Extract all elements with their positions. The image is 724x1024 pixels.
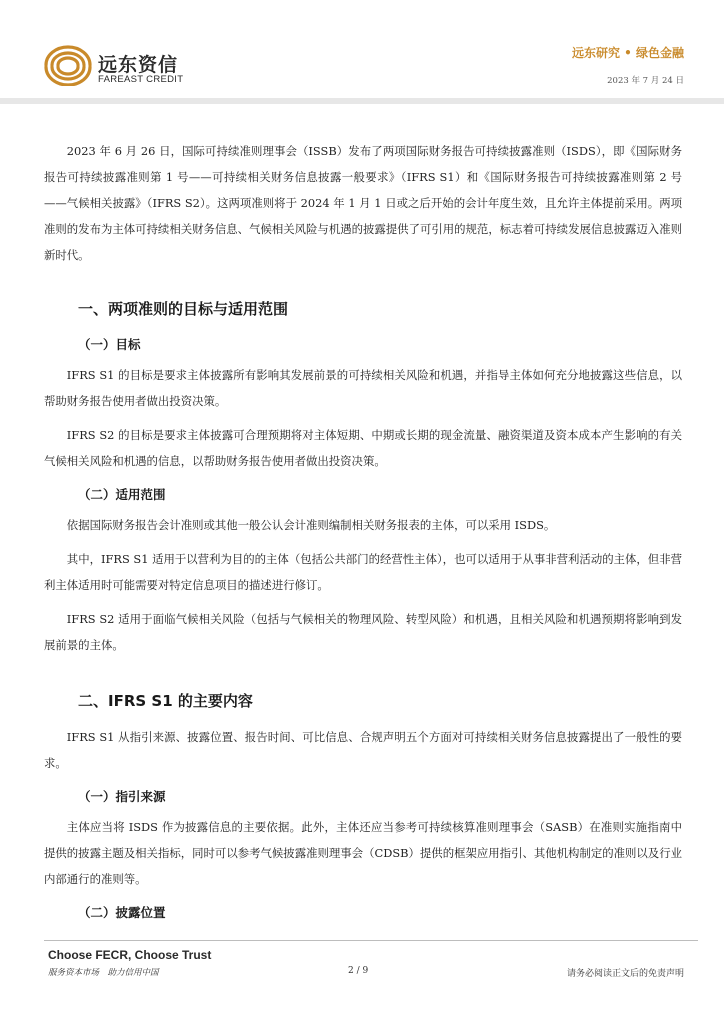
section1-sub1-paragraph: IFRS S2 的目标是要求主体披露可合理预期将对主体短期、中期或长期的现金流量、融资渠道及资本成本产生影响的有关气候相关风险和机遇的信息，以帮助财务报告使用者做出投资决策。 <box>44 428 682 468</box>
section1-sub2-paragraph: 其中，IFRS S1 适用于以营利为目的的主体（包括公共部门的经营性主体），也可以适用于从事非营利活动的主体，但非营利主体适用时可能需要对特定信息项目的描述进行修订。 <box>44 552 682 592</box>
intro-paragraph: 2023 年 6 月 26 日，国际可持续准则理事会（ISSB）发布了两项国际财务报告可持续披露准则（ISDS），即《国际财务报告可持续披露准则第 1 号——可持续相关财务信息披露一般要求》（IFRS S1）和《国际财务报告可持续披露准则第 2 号——气候相关披露》（IFRS S2）。这两项准则将于 2024 年 1 月 1 日或之后开始的会计年度生效，且允许主体提前采用。两项准则的发布为主体可持续相关财务信息、气候相关风险与机遇的披露提供了可引用的规范，标志着可持续发展信息披露迈入准则新时代。 <box>44 144 682 262</box>
page-header <box>0 0 724 104</box>
header-tagline: 远东研究 • 绿色金融 <box>571 46 684 60</box>
section1-sub2-heading: （二）适用范围 <box>78 487 166 502</box>
document-body <box>44 138 682 930</box>
brand-name-cn: 远东资信 <box>98 54 179 76</box>
section1-sub1-paragraph: IFRS S1 的目标是要求主体披露所有影响其发展前景的可持续相关风险和机遇，并指导主体如何充分地披露这些信息，以帮助财务报告使用者做出投资决策。 <box>44 368 682 408</box>
fareast-logo-icon <box>42 44 94 86</box>
footer-disclaimer: 请务必阅读正文后的免责声明 <box>566 969 684 979</box>
section1-heading: 一、两项准则的目标与适用范围 <box>78 300 289 318</box>
section2-intro-paragraph: IFRS S1 从指引来源、披露位置、报告时间、可比信息、合规声明五个方面对可持续相关财务信息披露提出了一般性的要求。 <box>44 730 682 770</box>
section2-sub1-heading: （一）指引来源 <box>78 789 166 804</box>
footer-slogan: Choose FECR, Choose Trust <box>48 948 212 962</box>
report-date: 2023 年 7 月 24 日 <box>607 76 684 86</box>
section2-heading: 二、IFRS S1 的主要内容 <box>78 692 253 710</box>
section1-sub1-heading: （一）目标 <box>78 337 141 352</box>
section2-sub1-paragraph: 主体应当将 ISDS 作为披露信息的主要依据。此外，主体还应当参考可持续核算准则理事会（SASB）在准则实施指南中提供的披露主题及相关指标，同时可以参考气候披露准则理事会（CDSB）提供的框架应用指引、其他机构制定的准则以及行业内部通行的准则等。 <box>44 820 682 886</box>
section1-sub2-paragraph: 依据国际财务报告会计准则或其他一般公认会计准则编制相关财务报表的主体，可以采用 ISDS。 <box>66 518 556 532</box>
page-number: 2 / 9 <box>348 966 369 976</box>
section2-sub2-heading: （二）披露位置 <box>78 905 166 920</box>
header-divider <box>0 98 724 104</box>
footer-subslogan: 服务资本市场 助力信用中国 <box>48 968 159 978</box>
section1-sub2-paragraph: IFRS S2 适用于面临气候相关风险（包括与气候相关的物理风险、转型风险）和机遇，且相关风险和机遇预期将影响到发展前景的主体。 <box>44 612 682 652</box>
brand-name-en: FAREAST CREDIT <box>98 74 184 85</box>
footer-divider <box>44 940 698 941</box>
